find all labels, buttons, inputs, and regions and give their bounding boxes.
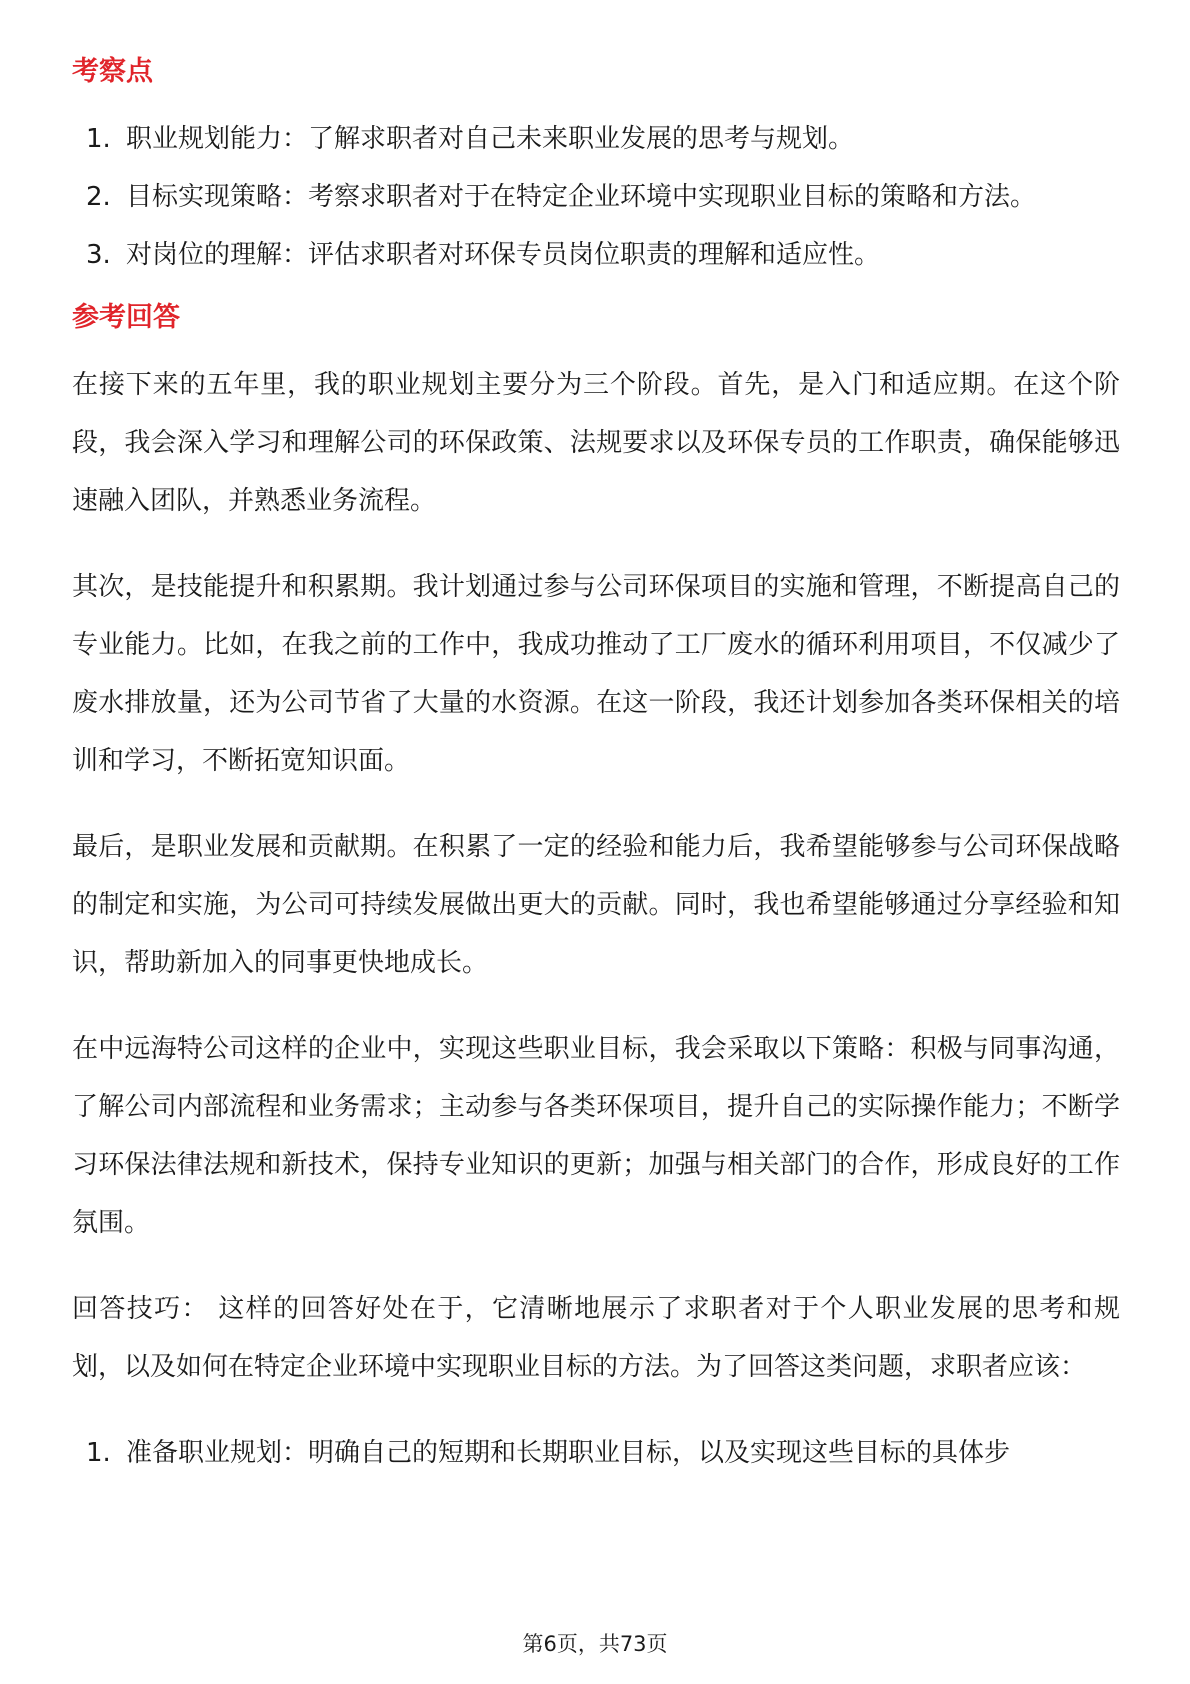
answer-paragraph: 最后，是职业发展和贡献期。在积累了一定的经验和能力后，我希望能够参与公司环保战略的制定和实施，为公司可持续发展做出更大的贡献。同时，我也希望能够通过分享经验和知识，帮助新加入的同事更快地成长。 xyxy=(72,832,1120,978)
answer-paragraph: 在接下来的五年里，我的职业规划主要分为三个阶段。首先，是入门和适应期。在这个阶段，我会深入学习和理解公司的环保政策、法规要求以及环保专员的工作职责，确保能够迅速融入团队，并熟悉业务流程。 xyxy=(72,370,1120,516)
list-item xyxy=(72,110,1120,168)
list-item xyxy=(72,168,1120,226)
list-item-text: 准备职业规划：明确自己的短期和长期职业目标，以及实现这些目标的具体步 xyxy=(126,1438,1011,1468)
list-number: 1. xyxy=(86,124,111,154)
list-item xyxy=(72,1424,1120,1482)
list-number: 1. xyxy=(86,1438,111,1468)
tips-paragraph: 回答技巧： 这样的回答好处在于，它清晰地展示了求职者对于个人职业发展的思考和规划，以及如何在特定企业环境中实现职业目标的方法。为了回答这类问题，求职者应该： xyxy=(72,1294,1120,1382)
page-content xyxy=(72,40,1120,1482)
list-item-text: 职业规划能力：了解求职者对自己未来职业发展的思考与规划。 xyxy=(126,124,855,154)
answer-paragraph: 其次，是技能提升和积累期。我计划通过参与公司环保项目的实施和管理，不断提高自己的专业能力。比如，在我之前的工作中，我成功推动了工厂废水的循环利用项目，不仅减少了废水排放量，还为公司节省了大量的水资源。在这一阶段，我还计划参加各类环保相关的培训和学习，不断拓宽知识面。 xyxy=(72,572,1120,776)
section-title-reference: 参考回答 xyxy=(72,302,180,333)
list-item xyxy=(72,226,1120,284)
examination-points-list xyxy=(72,110,1120,284)
page-footer: 第6页，共73页 xyxy=(522,1632,668,1656)
list-number: 3. xyxy=(86,240,111,270)
list-number: 2. xyxy=(86,182,111,212)
section-title-examination: 考察点 xyxy=(72,56,153,87)
list-item-text: 目标实现策略：考察求职者对于在特定企业环境中实现职业目标的策略和方法。 xyxy=(126,182,1037,212)
tips-list xyxy=(72,1424,1120,1482)
list-item-text: 对岗位的理解：评估求职者对环保专员岗位职责的理解和适应性。 xyxy=(126,240,881,270)
answer-paragraph: 在中远海特公司这样的企业中，实现这些职业目标，我会采取以下策略：积极与同事沟通，了解公司内部流程和业务需求；主动参与各类环保项目，提升自己的实际操作能力；不断学习环保法律法规和新技术，保持专业知识的更新；加强与相关部门的合作，形成良好的工作氛围。 xyxy=(72,1034,1120,1238)
